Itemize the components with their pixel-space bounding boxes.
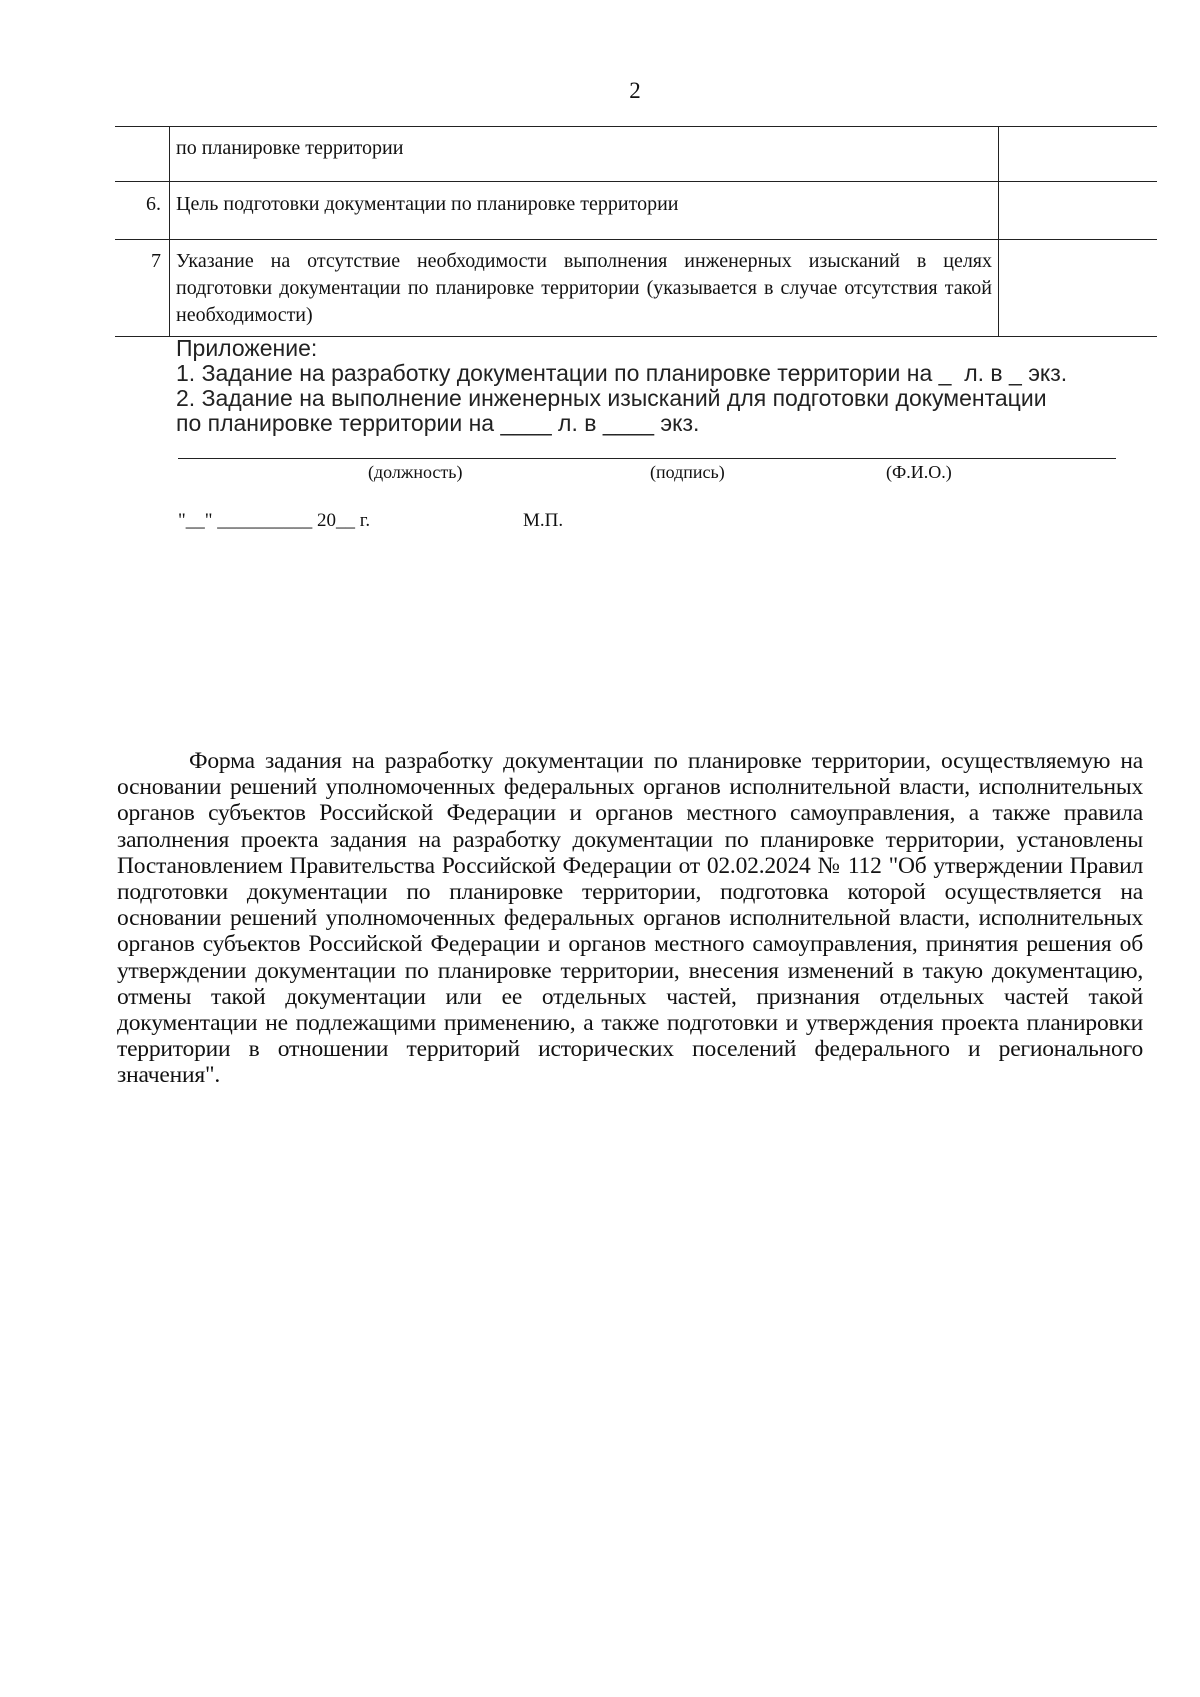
table-row — [115, 240, 1157, 337]
signature-line — [178, 458, 1116, 459]
row-value-cell — [999, 240, 1158, 337]
row-text: по планировке территории — [170, 127, 999, 182]
signature-label: (подпись) — [650, 462, 725, 482]
date-line: "__" __________ 20__ г. — [178, 510, 371, 531]
row-number: 6. — [115, 182, 170, 240]
row-text: Указание на отсутствие необходимости выполнения инженерных изысканий в целях подготовки документации по планировке территории (указывается в случае отсутствия такой необходимости) — [170, 240, 999, 337]
attachment-heading: Приложение: — [176, 335, 318, 361]
row-number: 7 — [115, 240, 170, 337]
form-table — [115, 126, 1157, 337]
body-paragraph: Форма задания на разработку документации по планировке территории, осуществляемую на основании решений уполномоченных федеральных органов исполнительной власти, исполнительных органов субъектов Российской Федерации и органов местного самоуправления, а также правила заполнения проекта задания на разработку документации по планировке территории, установлены Постановлением Правительства Российской Федерации от 02.02.2024 № 112 "Об утверждении Правил подготовки документации по планировке территории, подготовка которой осуществляется на основании решений уполномоченных федеральных органов исполнительной власти, исполнительных органов субъектов Российской Федерации и органов местного самоуправления, принятия решения об утверждении документации по планировке территории, внесения изменений в такую документацию, отмены такой документации или ее отдельных частей, признания отдельных частей такой документации не подлежащими применению, а также подготовки и утверждения проекта планировки территории в отношении территорий исторических поселений федерального и регионального значения". — [117, 748, 1143, 1089]
table-row — [115, 182, 1157, 240]
row-number — [115, 127, 170, 182]
table-row — [115, 127, 1157, 182]
row-value-cell — [999, 127, 1158, 182]
name-label: (Ф.И.О.) — [886, 462, 952, 482]
attachment-item-2-cont: по планировке территории на ____ л. в ____ экз. — [176, 410, 700, 436]
page-number: 2 — [629, 78, 641, 103]
row-value-cell — [999, 182, 1158, 240]
attachment-block — [176, 336, 1067, 436]
attachment-item-2: 2. Задание на выполнение инженерных изысканий для подготовки документации — [176, 385, 1047, 411]
row-text: Цель подготовки документации по планировке территории — [170, 182, 999, 240]
attachment-item-1: 1. Задание на разработку документации по планировке территории на _ л. в _ экз. — [176, 360, 1068, 386]
position-label: (должность) — [368, 462, 463, 482]
stamp-label: М.П. — [523, 510, 564, 531]
